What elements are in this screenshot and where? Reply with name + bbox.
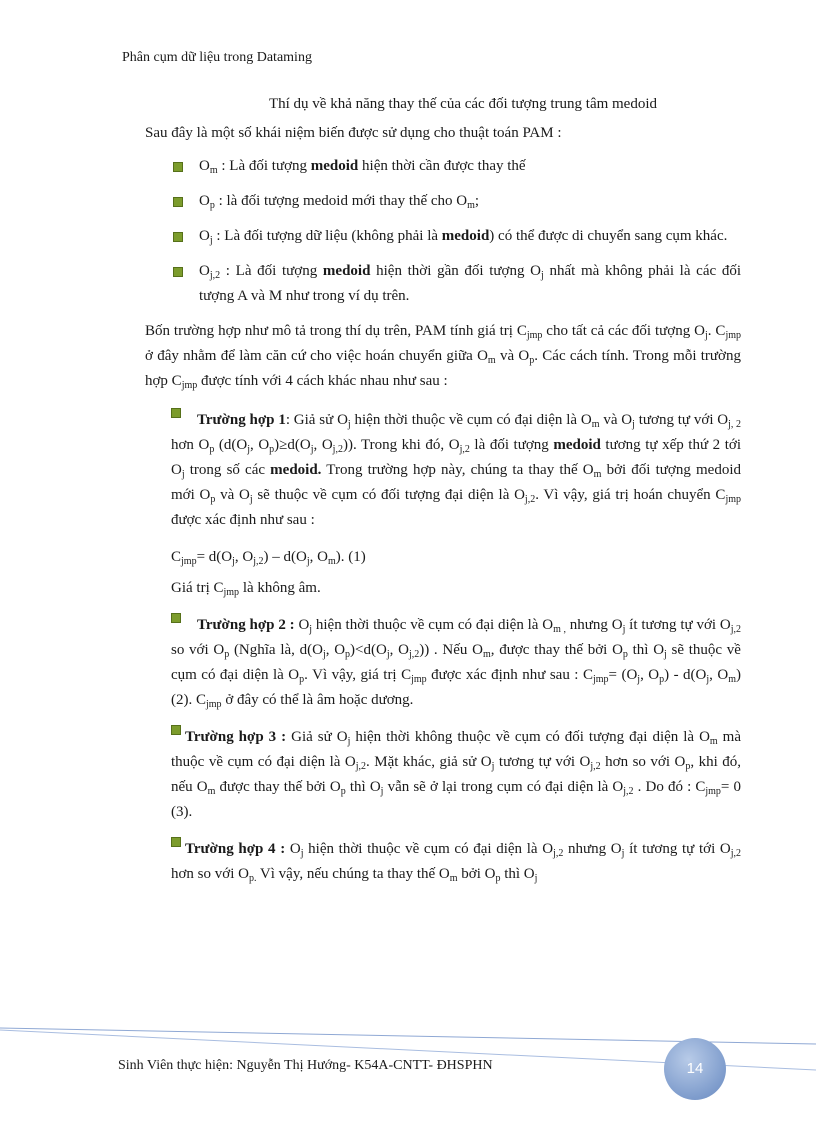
list-item: $O_{j,2}$ : Là đối tượng medoid hiện thời gần đối tượng $O_j$ nhất mà không phải là các đối tượng A và M như trong ví dụ trên. <box>173 259 741 309</box>
square-bullet-icon <box>171 725 181 735</box>
summary-paragraph: Bốn trường hợp như mô tả trong thí dụ trên, PAM tính giá trị $C_{jmp}$ cho tất cả các đối tượng $O_j$. $C_{jmp}$ ở đây nhằm để làm căn cứ cho việc hoán chuyển giữa $O_m$ và $O_p$. Các cách tính. Trong mỗi trường hợp $C_{jmp}$ được tính với 4 cách khác nhau như sau : <box>145 323 741 391</box>
definition-list <box>173 154 741 309</box>
list-item: $O_m$ : Là đối tượng medoid hiện thời cần được thay thế <box>173 154 741 179</box>
case-3: Trường hợp 3 : Giả sử $O_j$ hiện thời không thuộc về cụm có đối tượng đại diện là $O_m$ mà thuộc về cụm có đại diện là $O_{j,2}$. Mặt khác, giả sử $O_j$ tương tự với $O_{j,2}$ hơn so với $O_p$, khi đó, nếu $O_m$ được thay thế bởi $O_p$ thì $O_j$ vẫn sẽ ở lại trong cụm có đại diện là $O_{j,2}$ . Do đó : $C_{jmp}= 0$ (3). <box>171 725 741 825</box>
square-bullet-icon <box>171 837 181 847</box>
case-2: Trường hợp 2 : $O_j$ hiện thời thuộc về cụm có đại diện là $O_{m ,}$ nhưng $O_j$ ít tương tự với $O_{j,2}$ so với $O_p$ (Nghĩa là, $d(O_j$, $O_p)<d(O_j$, $O_{j,2}$)) . Nếu $O_m$, được thay thế bởi $O_p$ thì $O_j$ sẽ thuộc về cụm có đại diện là $O_p$. Vì vậy, giá trị $C_{jmp}$ được xác định như sau : $C_{jmp}= (O_j$, $O_p) - d(O_j$, $O_m$) (2). $C_{jmp}$ ở đây có thể là âm hoặc dương. <box>171 613 741 713</box>
note-1: Giá trị $C_{jmp}$ là không âm. <box>171 580 321 598</box>
square-bullet-icon <box>171 408 181 418</box>
footer-text: Sinh Viên thực hiện: Nguyễn Thị Hướng- K54A-CNTT- ĐHSPHN <box>118 1058 493 1073</box>
page-header: Phân cụm dữ liệu trong Dataming <box>122 50 312 65</box>
formula-1: $C_{jmp}= d(O_j$, $O_{j,2}) - d(O_j$, $O_m$). (1) <box>171 549 366 567</box>
document-body <box>145 96 741 899</box>
intro-text: Sau đây là một số khái niệm biến được sử dụng cho thuật toán PAM : <box>145 125 562 141</box>
square-bullet-icon <box>173 267 183 277</box>
case-list <box>171 408 741 887</box>
case-4: Trường hợp 4 : $O_j$ hiện thời thuộc về cụm có đại diện là $O_{j,2}$ nhưng $O_j$ ít tương tự tới $O_{j,2}$ hơn so với $O_{p.}$ Vì vậy, nếu chúng ta thay thế $O_m$ bởi $O_p$ thì $O_j$ <box>171 837 741 887</box>
square-bullet-icon <box>171 613 181 623</box>
page-number-badge: 14 <box>664 1038 726 1100</box>
square-bullet-icon <box>173 232 183 242</box>
figure-caption: Thí dụ về khả năng thay thế của các đối tượng trung tâm medoid <box>268 96 658 112</box>
list-item: $O_j$ : Là đối tượng dữ liệu (không phải là medoid) có thể được di chuyển sang cụm khác. <box>173 224 741 249</box>
case-1: Trường hợp 1: Giả sử $O_j$ hiện thời thuộc về cụm có đại diện là $O_m$ và $O_j$ tương tự với $O_{j, 2}$ hơn $O_p$ ($d(O_j$, $O_p)\ge d(O_j$, $O_{j,2}$)). Trong khi đó, $O_{j,2}$ là đối tượng medoid tương tự xếp thứ 2 tới $O_j$ trong số các medoid. Trong trường hợp này, chúng ta thay thế $O_m$ bởi đối tượng medoid mới $O_p$ và $O_j$ sẽ thuộc về cụm có đối tượng đại diện là $O_{j,2}$. Vì vậy, giá trị hoán chuyển $C_{jmp}$ được xác định như sau : $C_{jmp}= d(O_j$, $O_{j,2}) - d(O_j$, $O_m$). (1) Giá trị $C_{jmp}$ là không âm. <box>171 408 741 601</box>
list-item: $O_p$ : là đối tượng medoid mới thay thế cho $O_m$; <box>173 189 741 214</box>
square-bullet-icon <box>173 162 183 172</box>
square-bullet-icon <box>173 197 183 207</box>
